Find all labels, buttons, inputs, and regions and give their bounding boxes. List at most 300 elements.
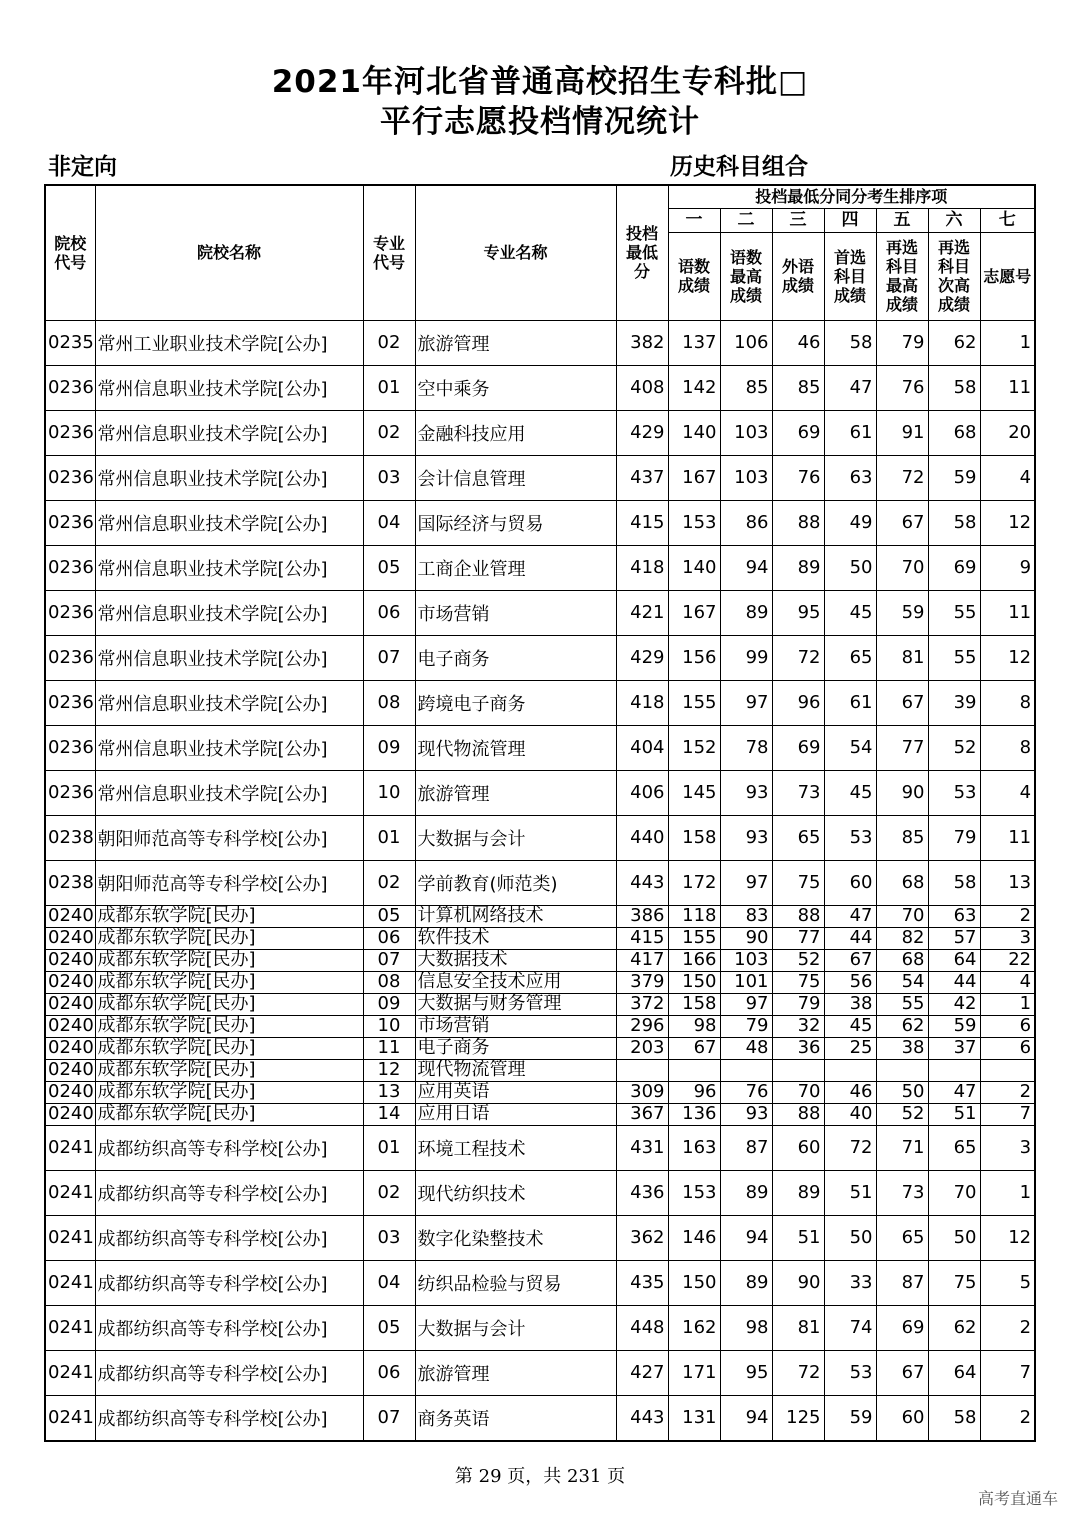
elective-second-score: 57 <box>928 927 980 949</box>
major-name: 数字化染整技术 <box>415 1215 616 1260</box>
primary-subject-score: 47 <box>824 905 876 927</box>
chinese-math-score: 162 <box>668 1305 720 1350</box>
major-name: 旅游管理 <box>415 1350 616 1395</box>
chinese-math-score: 150 <box>668 971 720 993</box>
school-name: 常州信息职业技术学院[公办] <box>95 545 363 590</box>
major-code: 08 <box>363 971 415 993</box>
primary-subject-score: 44 <box>824 927 876 949</box>
school-code: 0240 <box>45 905 95 927</box>
min-score: 440 <box>616 815 668 860</box>
page-title-line1: 2021年河北省普通高校招生专科批□ <box>271 64 809 100</box>
elective-second-score: 63 <box>928 905 980 927</box>
school-name: 成都东软学院[民办] <box>95 949 363 971</box>
table-row <box>45 455 1035 500</box>
chinese-math-max <box>720 1059 772 1081</box>
foreign-language-score: 75 <box>772 971 824 993</box>
major-code: 01 <box>363 1125 415 1170</box>
school-name: 常州信息职业技术学院[公办] <box>95 770 363 815</box>
primary-subject-score: 49 <box>824 500 876 545</box>
table-row <box>45 1015 1035 1037</box>
elective-max-score: 81 <box>876 635 928 680</box>
major-name: 市场营销 <box>415 590 616 635</box>
elective-max-score: 60 <box>876 1395 928 1441</box>
table-row <box>45 1215 1035 1260</box>
chinese-math-score: 153 <box>668 500 720 545</box>
elective-max-score: 73 <box>876 1170 928 1215</box>
foreign-language-score: 96 <box>772 680 824 725</box>
elective-second-score: 44 <box>928 971 980 993</box>
primary-subject-score: 67 <box>824 949 876 971</box>
elective-second-score: 59 <box>928 455 980 500</box>
elective-max-score: 68 <box>876 949 928 971</box>
preference-number <box>980 1059 1035 1081</box>
major-code: 12 <box>363 1059 415 1081</box>
foreign-language-score: 89 <box>772 1170 824 1215</box>
school-code: 0236 <box>45 545 95 590</box>
primary-subject-score: 54 <box>824 725 876 770</box>
school-name: 成都东软学院[民办] <box>95 971 363 993</box>
elective-second-score: 79 <box>928 815 980 860</box>
preference-number: 5 <box>980 1260 1035 1305</box>
table-row <box>45 410 1035 455</box>
header-sort-item-7: 志愿号 <box>980 232 1035 320</box>
chinese-math-max: 94 <box>720 1395 772 1441</box>
chinese-math-score: 171 <box>668 1350 720 1395</box>
preference-number: 4 <box>980 971 1035 993</box>
table-row <box>45 971 1035 993</box>
school-code: 0238 <box>45 860 95 905</box>
elective-second-score: 58 <box>928 860 980 905</box>
elective-max-score: 70 <box>876 545 928 590</box>
chinese-math-max: 89 <box>720 1170 772 1215</box>
major-name: 市场营销 <box>415 1015 616 1037</box>
major-code: 13 <box>363 1081 415 1103</box>
chinese-math-score: 155 <box>668 927 720 949</box>
chinese-math-max: 78 <box>720 725 772 770</box>
major-name: 电子商务 <box>415 635 616 680</box>
chinese-math-score <box>668 1059 720 1081</box>
chinese-math-max: 106 <box>720 320 772 365</box>
chinese-math-max: 86 <box>720 500 772 545</box>
school-code: 0241 <box>45 1170 95 1215</box>
elective-max-score: 85 <box>876 815 928 860</box>
table-row <box>45 1305 1035 1350</box>
major-name: 旅游管理 <box>415 770 616 815</box>
header-rank-1: 一 <box>668 208 720 232</box>
table-row <box>45 1059 1035 1081</box>
preference-number: 11 <box>980 365 1035 410</box>
header-sort-item-3: 外语成绩 <box>772 232 824 320</box>
min-score: 372 <box>616 993 668 1015</box>
school-name: 常州信息职业技术学院[公办] <box>95 590 363 635</box>
primary-subject-score: 50 <box>824 545 876 590</box>
school-name: 常州信息职业技术学院[公办] <box>95 680 363 725</box>
preference-number: 2 <box>980 1081 1035 1103</box>
elective-max-score <box>876 1059 928 1081</box>
major-code: 07 <box>363 635 415 680</box>
table-row <box>45 500 1035 545</box>
chinese-math-score: 145 <box>668 770 720 815</box>
foreign-language-score: 88 <box>772 500 824 545</box>
preference-number: 6 <box>980 1015 1035 1037</box>
foreign-language-score: 73 <box>772 770 824 815</box>
header-school-code: 院校代号 <box>45 185 95 320</box>
min-score: 448 <box>616 1305 668 1350</box>
elective-second-score: 59 <box>928 1015 980 1037</box>
school-code: 0235 <box>45 320 95 365</box>
preference-number: 12 <box>980 635 1035 680</box>
elective-second-score: 55 <box>928 635 980 680</box>
primary-subject-score: 51 <box>824 1170 876 1215</box>
school-name: 常州信息职业技术学院[公办] <box>95 635 363 680</box>
primary-subject-score: 63 <box>824 455 876 500</box>
primary-subject-score: 61 <box>824 410 876 455</box>
elective-max-score: 71 <box>876 1125 928 1170</box>
major-name: 信息安全技术应用 <box>415 971 616 993</box>
elective-second-score: 58 <box>928 500 980 545</box>
major-code: 06 <box>363 927 415 949</box>
elective-second-score: 68 <box>928 410 980 455</box>
primary-subject-score: 50 <box>824 1215 876 1260</box>
chinese-math-max: 99 <box>720 635 772 680</box>
chinese-math-max: 93 <box>720 1103 772 1125</box>
chinese-math-score: 150 <box>668 1260 720 1305</box>
header-rank-5: 五 <box>876 208 928 232</box>
foreign-language-score: 79 <box>772 993 824 1015</box>
min-score: 443 <box>616 1395 668 1441</box>
school-name: 常州信息职业技术学院[公办] <box>95 455 363 500</box>
elective-max-score: 91 <box>876 410 928 455</box>
major-code: 05 <box>363 1305 415 1350</box>
preference-number: 8 <box>980 725 1035 770</box>
table-row <box>45 635 1035 680</box>
preference-number: 3 <box>980 927 1035 949</box>
elective-second-score: 53 <box>928 770 980 815</box>
major-name: 大数据技术 <box>415 949 616 971</box>
school-code: 0240 <box>45 1103 95 1125</box>
primary-subject-score: 46 <box>824 1081 876 1103</box>
elective-second-score: 64 <box>928 1350 980 1395</box>
foreign-language-score: 72 <box>772 1350 824 1395</box>
table-row <box>45 860 1035 905</box>
chinese-math-score: 96 <box>668 1081 720 1103</box>
elective-max-score: 67 <box>876 680 928 725</box>
chinese-math-max: 95 <box>720 1350 772 1395</box>
foreign-language-score: 81 <box>772 1305 824 1350</box>
min-score: 309 <box>616 1081 668 1103</box>
school-code: 0241 <box>45 1260 95 1305</box>
header-rank-7: 七 <box>980 208 1035 232</box>
major-code: 07 <box>363 949 415 971</box>
table-row <box>45 1170 1035 1215</box>
major-code: 10 <box>363 1015 415 1037</box>
table-row <box>45 927 1035 949</box>
major-name: 空中乘务 <box>415 365 616 410</box>
chinese-math-max: 93 <box>720 815 772 860</box>
chinese-math-max: 103 <box>720 455 772 500</box>
table-row <box>45 993 1035 1015</box>
primary-subject-score: 60 <box>824 860 876 905</box>
foreign-language-score: 75 <box>772 860 824 905</box>
chinese-math-max: 103 <box>720 410 772 455</box>
elective-second-score: 52 <box>928 725 980 770</box>
admission-table <box>44 184 1036 1442</box>
preference-number: 4 <box>980 455 1035 500</box>
primary-subject-score: 33 <box>824 1260 876 1305</box>
preference-number: 7 <box>980 1350 1035 1395</box>
elective-second-score: 55 <box>928 590 980 635</box>
elective-max-score: 68 <box>876 860 928 905</box>
table-row <box>45 905 1035 927</box>
preference-number: 8 <box>980 680 1035 725</box>
school-name: 成都纺织高等专科学校[公办] <box>95 1305 363 1350</box>
foreign-language-score: 90 <box>772 1260 824 1305</box>
major-name: 大数据与会计 <box>415 815 616 860</box>
chinese-math-max: 89 <box>720 1260 772 1305</box>
school-code: 0241 <box>45 1350 95 1395</box>
elective-second-score: 47 <box>928 1081 980 1103</box>
preference-number: 12 <box>980 1215 1035 1260</box>
major-name: 计算机网络技术 <box>415 905 616 927</box>
major-name: 会计信息管理 <box>415 455 616 500</box>
chinese-math-score: 156 <box>668 635 720 680</box>
chinese-math-max: 97 <box>720 680 772 725</box>
table-row <box>45 1037 1035 1059</box>
foreign-language-score: 85 <box>772 365 824 410</box>
school-name: 成都纺织高等专科学校[公办] <box>95 1215 363 1260</box>
school-name: 成都东软学院[民办] <box>95 1081 363 1103</box>
preference-number: 1 <box>980 1170 1035 1215</box>
school-name: 常州信息职业技术学院[公办] <box>95 725 363 770</box>
chinese-math-max: 85 <box>720 365 772 410</box>
header-rank-2: 二 <box>720 208 772 232</box>
table-row <box>45 1395 1035 1441</box>
school-name: 成都东软学院[民办] <box>95 1015 363 1037</box>
header-school-name: 院校名称 <box>95 185 363 320</box>
major-code: 11 <box>363 1037 415 1059</box>
preference-number: 4 <box>980 770 1035 815</box>
major-code: 10 <box>363 770 415 815</box>
elective-second-score: 65 <box>928 1125 980 1170</box>
chinese-math-max: 97 <box>720 860 772 905</box>
primary-subject-score: 59 <box>824 1395 876 1441</box>
primary-subject-score: 61 <box>824 680 876 725</box>
elective-max-score: 77 <box>876 725 928 770</box>
school-name: 常州信息职业技术学院[公办] <box>95 410 363 455</box>
primary-subject-score: 40 <box>824 1103 876 1125</box>
min-score: 418 <box>616 680 668 725</box>
preference-number: 20 <box>980 410 1035 455</box>
major-code: 02 <box>363 860 415 905</box>
major-code: 04 <box>363 1260 415 1305</box>
chinese-math-score: 155 <box>668 680 720 725</box>
table-row <box>45 1125 1035 1170</box>
elective-max-score: 54 <box>876 971 928 993</box>
school-code: 0240 <box>45 1059 95 1081</box>
elective-second-score: 51 <box>928 1103 980 1125</box>
chinese-math-score: 166 <box>668 949 720 971</box>
foreign-language-score: 77 <box>772 927 824 949</box>
primary-subject-score: 58 <box>824 320 876 365</box>
major-name: 金融科技应用 <box>415 410 616 455</box>
major-code: 02 <box>363 410 415 455</box>
major-name: 工商企业管理 <box>415 545 616 590</box>
foreign-language-score: 76 <box>772 455 824 500</box>
header-sort-item-4: 首选科目成绩 <box>824 232 876 320</box>
chinese-math-max: 89 <box>720 590 772 635</box>
chinese-math-max: 94 <box>720 1215 772 1260</box>
table-row <box>45 1260 1035 1305</box>
chinese-math-score: 163 <box>668 1125 720 1170</box>
header-rank-6: 六 <box>928 208 980 232</box>
elective-max-score: 67 <box>876 500 928 545</box>
elective-max-score: 72 <box>876 455 928 500</box>
major-code: 09 <box>363 993 415 1015</box>
major-code: 06 <box>363 590 415 635</box>
major-name: 商务英语 <box>415 1395 616 1441</box>
header-sort-item-6: 再选科目次高成绩 <box>928 232 980 320</box>
preference-number: 22 <box>980 949 1035 971</box>
chinese-math-max: 87 <box>720 1125 772 1170</box>
min-score: 437 <box>616 455 668 500</box>
min-score: 429 <box>616 635 668 680</box>
foreign-language-score: 88 <box>772 905 824 927</box>
primary-subject-score: 56 <box>824 971 876 993</box>
elective-max-score: 82 <box>876 927 928 949</box>
elective-max-score: 69 <box>876 1305 928 1350</box>
primary-subject-score: 45 <box>824 1015 876 1037</box>
school-name: 成都纺织高等专科学校[公办] <box>95 1260 363 1305</box>
header-rank-4: 四 <box>824 208 876 232</box>
header-sort-item-2: 语数最高成绩 <box>720 232 772 320</box>
table-row <box>45 545 1035 590</box>
major-name: 现代物流管理 <box>415 725 616 770</box>
min-score: 443 <box>616 860 668 905</box>
school-code: 0236 <box>45 410 95 455</box>
table-row <box>45 680 1035 725</box>
major-code: 14 <box>363 1103 415 1125</box>
min-score: 415 <box>616 500 668 545</box>
elective-second-score: 70 <box>928 1170 980 1215</box>
chinese-math-score: 136 <box>668 1103 720 1125</box>
chinese-math-max: 97 <box>720 993 772 1015</box>
school-code: 0236 <box>45 365 95 410</box>
foreign-language-score: 60 <box>772 1125 824 1170</box>
major-code: 05 <box>363 545 415 590</box>
major-code: 08 <box>363 680 415 725</box>
chinese-math-score: 98 <box>668 1015 720 1037</box>
preference-number: 11 <box>980 815 1035 860</box>
school-code: 0236 <box>45 725 95 770</box>
school-code: 0241 <box>45 1125 95 1170</box>
preference-number: 7 <box>980 1103 1035 1125</box>
primary-subject-score: 74 <box>824 1305 876 1350</box>
major-name: 现代纺织技术 <box>415 1170 616 1215</box>
elective-max-score: 70 <box>876 905 928 927</box>
preference-number: 2 <box>980 1395 1035 1441</box>
min-score: 429 <box>616 410 668 455</box>
foreign-language-score: 70 <box>772 1081 824 1103</box>
major-name: 应用英语 <box>415 1081 616 1103</box>
major-name: 大数据与会计 <box>415 1305 616 1350</box>
min-score: 386 <box>616 905 668 927</box>
foreign-language-score: 46 <box>772 320 824 365</box>
header-sort-item-1: 语数成绩 <box>668 232 720 320</box>
elective-second-score: 39 <box>928 680 980 725</box>
school-code: 0240 <box>45 949 95 971</box>
school-code: 0240 <box>45 927 95 949</box>
header-sort-item-5: 再选科目最高成绩 <box>876 232 928 320</box>
chinese-math-score: 140 <box>668 545 720 590</box>
school-name: 常州工业职业技术学院[公办] <box>95 320 363 365</box>
school-name: 成都东软学院[民办] <box>95 1059 363 1081</box>
table-row <box>45 725 1035 770</box>
elective-second-score: 64 <box>928 949 980 971</box>
table-row <box>45 815 1035 860</box>
primary-subject-score: 53 <box>824 1350 876 1395</box>
major-name: 国际经济与贸易 <box>415 500 616 545</box>
elective-max-score: 38 <box>876 1037 928 1059</box>
elective-max-score: 62 <box>876 1015 928 1037</box>
primary-subject-score: 45 <box>824 770 876 815</box>
major-code: 05 <box>363 905 415 927</box>
primary-subject-score: 65 <box>824 635 876 680</box>
school-name: 朝阳师范高等专科学校[公办] <box>95 815 363 860</box>
subject-combination-label: 历史科目组合 <box>670 154 808 180</box>
elective-max-score: 79 <box>876 320 928 365</box>
preference-number: 6 <box>980 1037 1035 1059</box>
major-code: 01 <box>363 365 415 410</box>
min-score: 418 <box>616 545 668 590</box>
min-score <box>616 1059 668 1081</box>
table-row <box>45 365 1035 410</box>
chinese-math-score: 167 <box>668 455 720 500</box>
primary-subject-score: 47 <box>824 365 876 410</box>
primary-subject-score <box>824 1059 876 1081</box>
elective-second-score: 62 <box>928 320 980 365</box>
major-name: 学前教育(师范类) <box>415 860 616 905</box>
major-name: 纺织品检验与贸易 <box>415 1260 616 1305</box>
school-code: 0236 <box>45 500 95 545</box>
elective-second-score: 58 <box>928 365 980 410</box>
major-name: 旅游管理 <box>415 320 616 365</box>
major-code: 03 <box>363 455 415 500</box>
min-score: 431 <box>616 1125 668 1170</box>
preference-number: 9 <box>980 545 1035 590</box>
school-code: 0240 <box>45 1081 95 1103</box>
foreign-language-score: 125 <box>772 1395 824 1441</box>
foreign-language-score: 88 <box>772 1103 824 1125</box>
chinese-math-score: 167 <box>668 590 720 635</box>
elective-max-score: 52 <box>876 1103 928 1125</box>
foreign-language-score <box>772 1059 824 1081</box>
min-score: 421 <box>616 590 668 635</box>
chinese-math-score: 172 <box>668 860 720 905</box>
table-row <box>45 770 1035 815</box>
elective-second-score: 42 <box>928 993 980 1015</box>
min-score: 415 <box>616 927 668 949</box>
header-tiebreak-group: 投档最低分同分考生排序项 <box>668 185 1035 208</box>
chinese-math-score: 67 <box>668 1037 720 1059</box>
major-name: 电子商务 <box>415 1037 616 1059</box>
school-code: 0236 <box>45 770 95 815</box>
min-score: 408 <box>616 365 668 410</box>
preference-number: 2 <box>980 905 1035 927</box>
chinese-math-max: 83 <box>720 905 772 927</box>
preference-number: 2 <box>980 1305 1035 1350</box>
major-code: 07 <box>363 1395 415 1441</box>
major-code: 02 <box>363 320 415 365</box>
